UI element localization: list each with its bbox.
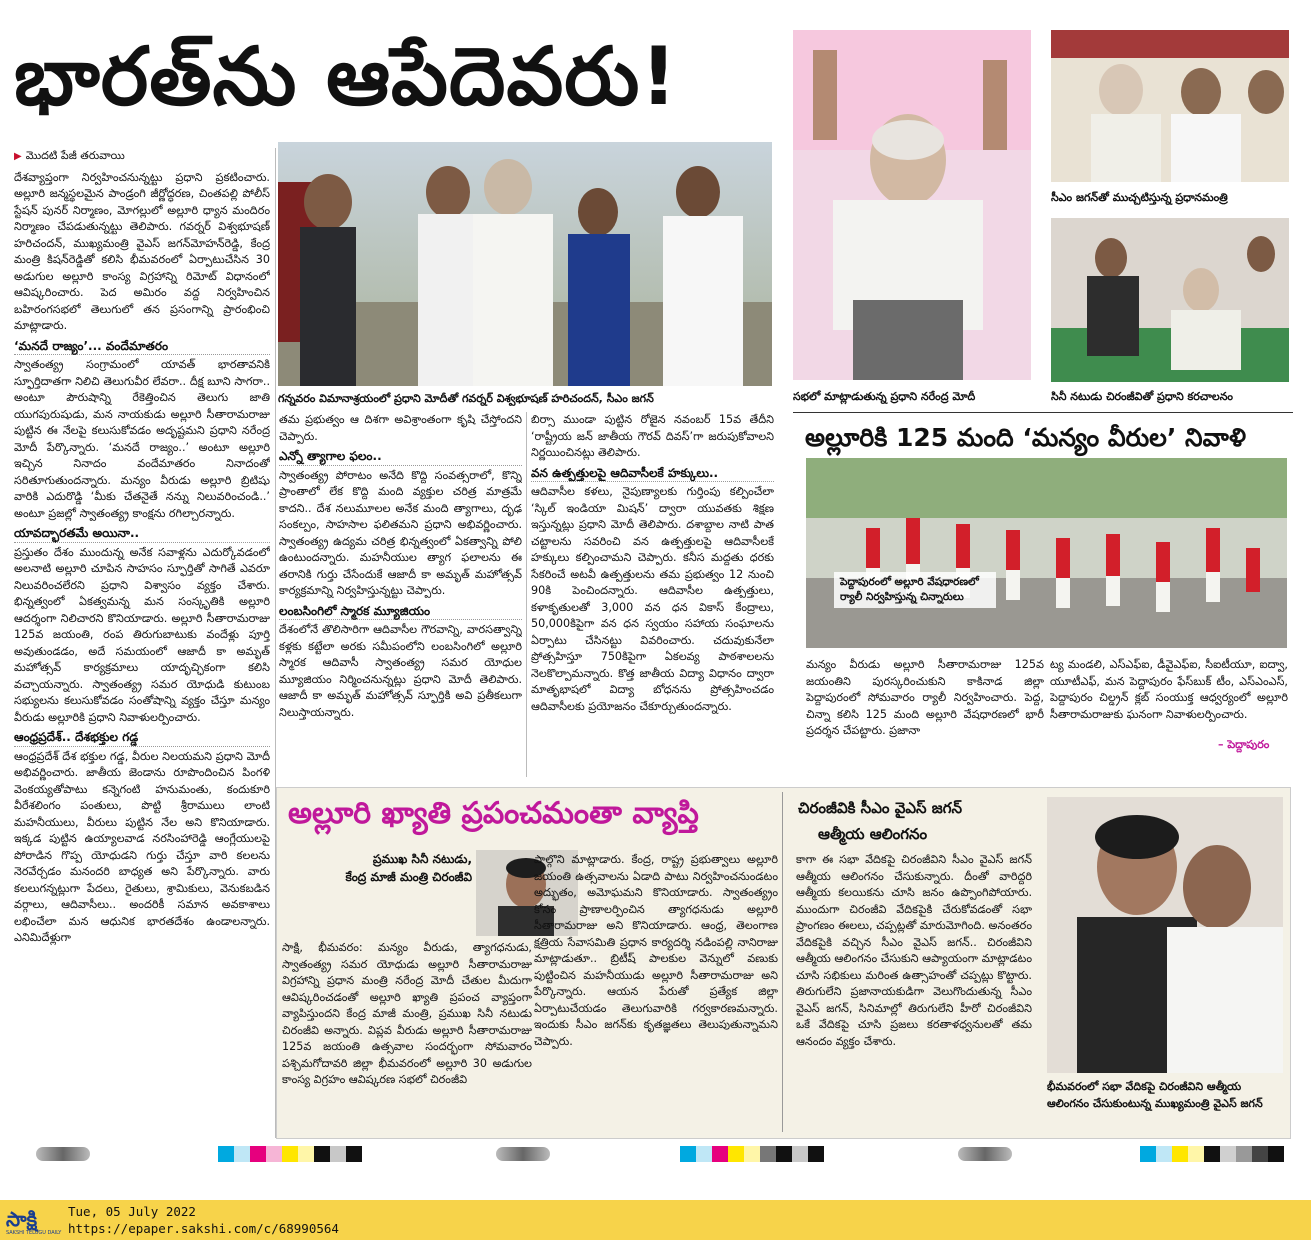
rally-story-title: అల్లూరికి 125 మంది ‘మన్యం వీరుల’ నివాళి xyxy=(805,423,1246,452)
main-photo-caption: గన్నవరం విమానాశ్రయంలో ప్రధాని మోదీతో గవర్నర్‌ విశ్వభూషణ్‌ హరిచందన్‌, సీఎం జగన్‌ xyxy=(278,392,654,405)
registration-mark xyxy=(496,1147,550,1161)
article-column-1 xyxy=(14,148,270,1138)
rally-photo-tag: పెద్దాపురంలో అల్లూరి వేషధారణలో ర్యాలీ నిర్వహిస్తున్న చిన్నారులు xyxy=(834,572,996,608)
column-divider xyxy=(526,412,527,777)
svg-text:సాక్షి: సాక్షి xyxy=(6,1207,38,1231)
registration-mark xyxy=(958,1147,1012,1161)
paragraph: స్వాతంత్య్ర సంగ్రామంలో యావత్‌ భారతావనికి స్ఫూర్తిదాతగా నిలిచి తెలుగువీర లేవరా.. దీక్ష బూని సాగరా.. అంటూ పౌరుషాన్ని రేకెత్తించిన తెలుగు జాతి యుగపురుషుడు, మన నాయకుడు అల్లూరి సీతారామరాజు పుట్టిన ఈ నేలపై కలుసుకోవడం అదృష్టమని ప్రధాని నరేంద్ర మోదీ పేర్కొన్నారు. ‘మనదే రాజ్యం..’ అంటూ అల్లూరి ఇచ్చిన నినాదం వందేమాతరం నినాదంతో సరితూగుతుందన్నారు. మన్యం వీరుడు అల్లూరి బ్రిటిషు వారికి ఎదురొడ్డి ‘మీకు చేతనైతే నన్ను నిలువరించండి..’ అంటూ ప్రజల్లో స్వాతంత్య్ర కాంక్షను రగిల్చారన్నారు. xyxy=(14,358,270,520)
chiru-byline xyxy=(292,850,472,886)
hug-photo-caption: భీమవరంలో సభా వేదికపై చిరంజీవిని ఆత్మీయ ఆలింగనం చేసుకుంటున్న ముఖ్యమంత్రి వైఎస్‌ జగన్‌ xyxy=(1047,1080,1263,1110)
paragraph: దేశవ్యాప్తంగా నిర్వహించనున్నట్టు ప్రధాని ప్రకటించారు. అల్లూరి జన్మస్థలమైన పాండ్రంగి జీర్ణోద్ధరణ, చింతపల్లి పోలీస్‌ స్టేషన్‌ పునర్‌ నిర్మాణం, మోగల్లులో అల్లూరి ధ్యాన మందిరం నిర్మాణం చేపడుతున్నట్టు తెలిపారు. గవర్నర్‌ విశ్వభూషణ్‌ హరిచందన్‌, ముఖ్యమంత్రి వైఎస్‌ జగన్‌మోహన్‌రెడ్డి, కేంద్ర మంత్రి కిషన్‌రెడ్డితో కలిసి భీమవరంలో ఏర్పాటుచేసిన 30 అడుగుల అల్లూరి కాంస్య విగ్రహాన్ని రిమోట్‌ విధానంలో ఆవిష్కరించారు. పెద అమిరం వద్ద నిర్వహించిన బహిరంగసభలో తెలుగులో తన ప్రసంగాన్ని ప్రారంభించి మాట్లాడారు. xyxy=(14,170,270,332)
sakshi-logo[interactable] xyxy=(4,1204,62,1236)
subheading: ఆంధ్రప్రదేశ్‌.. దేశభక్తుల గడ్డ xyxy=(14,729,270,747)
chiru-story-col1-text: సాక్షి, భీమవరం: మన్యం వీరుడు, త్యాగధనుడు, స్వాతంత్య్ర సమర యోధుడు అల్లూరి సీతారామరాజు విగ్రహాన్ని ప్రధాన మంత్రి నరేంద్ర మోదీ చేతుల మీదుగా ఆవిష్కరించడంతో అల్లూరి ఖ్యాతి ప్రపంచ వ్యాప్తంగా వ్యాపిస్తుందని కేంద్ర మాజీ మంత్రి, ప్రముఖ సినీ నటుడు చిరంజీవి అన్నారు. విప్లవ వీరుడు అల్లూరి సీతారామరాజు 125వ జయంతి ఉత్సవాల సందర్భంగా సోమవారం పశ్చిమగోదావరి జిల్లా భీమవరంలో అల్లూరి 30 అడుగుల కాంస్య విగ్రహం ఆవిష్కరణ సభలో చిరంజీవి xyxy=(282,941,532,1086)
color-bar-1 xyxy=(218,1146,362,1162)
paragraph: బిర్సా ముండా పుట్టిన రోజైన నవంబర్‌ 15వ తేదీని ‘రాష్ట్రీయ జన్‌ జాతీయ గౌరవ్‌ దివస్‌’గా జరుపుకోవాలని నిర్ణయించినట్లు తెలిపారు. xyxy=(531,413,774,459)
chiru-story-title: అల్లూరి ఖ్యాతి ప్రపంచమంతా వ్యాప్తి xyxy=(288,796,699,831)
subheading: యావద్భారతమే అయినా.. xyxy=(14,525,270,543)
photo-modi-speech xyxy=(793,30,1031,380)
rally-story-source: – పెద్దాపురం xyxy=(1218,738,1270,751)
edition-url[interactable]: https://epaper.sakshi.com/c/68990564 xyxy=(68,1221,339,1236)
continued-text: మొదటి పేజీ తరువాయి xyxy=(25,149,125,162)
footer-bar xyxy=(0,1200,1311,1240)
paragraph: ఆంధ్రప్రదేశ్‌ దేశ భక్తుల గడ్డ, వీరుల నిలయమని ప్రధాని మోదీ అభివర్ణించారు. జాతీయ జెండాను రూపొందించిన పింగళి వెంకయ్యతోపాటు కన్నెగంటి హనుమంతు, కందుకూరి వీరేశలింగం పంతులు, పొట్టి శ్రీరాములు లాంటి మహనీయులు, వీరులు పుట్టిన నేల అని కొనియాడారు. ఇక్కడ పుట్టిన ఉయ్యాలవాడ నరసింహారెడ్డి ఆంగ్లేయులపై పోరాడిన గొప్ప యోధుడని గుర్తు చేస్తూ వారి కలలను నెరవేర్చడం మనందరి బాధ్యత అని పేర్కొన్నారు. వారు కలలుగన్నట్లుగా పేదలు, రైతులు, శ్రామికులు, వెనుకబడిన వర్గాలు, ఆదివాసీలు.. అందరికీ సమాన అవకాశాలు లభించేలా మన ఆధునిక భారతదేశం ఉండాలన్నారు. ఎనిమిదేళ్లుగా xyxy=(14,749,270,944)
paragraph: దేశంలోనే తొలిసారిగా ఆదివాసీల గౌరవాన్ని, వారసత్వాన్ని కళ్లకు కట్టేలా అరకు సమీపంలోని లంబసింగిలో అల్లూరి స్మారక ఆదివాసీ స్వాతంత్య్ర సమర యోధుల మ్యూజియం నిర్మించనున్నట్లు ప్రధాని మోదీ తెలిపారు. ఆజాదీ కా అమృత్‌ మహోత్సవ్‌ స్ఫూర్తికి అవి ప్రతీకలుగా నిలుస్తాయన్నారు. xyxy=(279,623,522,719)
paragraph: తమ ప్రభుత్వం ఆ దిశగా అవిశ్రాంతంగా కృషి చేస్తోందని చెప్పారు. xyxy=(279,413,522,443)
subheading: ‘మనదే రాజ్యం’... వందేమాతరం xyxy=(14,338,270,356)
handshake-photo-caption: సినీ నటుడు చిరంజీవితో ప్రధాని కరచాలనం xyxy=(1051,390,1233,403)
photo-rally xyxy=(806,458,1287,648)
byline-line-2: కేంద్ర మాజీ మంత్రి చిరంజీవి xyxy=(345,870,472,884)
spacer xyxy=(282,903,532,936)
paragraph: ప్రస్తుతం దేశం ముందున్న అనేక సవాళ్లను ఎదుర్కోవడంలో అలనాటి అల్లూరి చూపిన సాహసం స్ఫూర్తితో సాగితే ఎవరూ నిలువరించలేరని ప్రధాని విశ్వాసం వ్యక్తం చేశారు. భిన్నత్వంలో ఏకత్వమన్న మన సంస్కృతికి అల్లూరి ఆదర్శంగా నిలిచారని కొనియాడారు. అల్లూరి సీతారామరాజు 125వ జయంతి, రంప తిరుగుబాటుకు వందేళ్లు పూర్తి అవుతుండడం, అదే సమయంలో ఆజాదీ కా అమృత్‌ మహోత్సవ్‌ కార్యక్రమాలు యాదృచ్ఛికంగా కలిసి వచ్చాయన్నారు. స్వాతంత్య్ర సమర యోధుడి కుటుంబ సభ్యులను కలుసుకోవడం సంతోషాన్ని వ్యక్తం చేస్తూ మన్యం వీరుడు అల్లూరికి ప్రధాని నివాళులర్పించారు. xyxy=(14,545,270,724)
photo-airport-greeting xyxy=(278,142,772,386)
continued-label xyxy=(14,148,270,166)
chat-photo-caption: సీఎం జగన్‌తో ముచ్చటిస్తున్న ప్రధానమంత్రి xyxy=(1051,191,1228,204)
speech-photo-caption: సభలో మాట్లాడుతున్న ప్రధాని నరేంద్ర మోదీ xyxy=(793,390,976,403)
byline-line-1: ప్రముఖ సినీ నటుడు, xyxy=(372,852,472,866)
chiru-story-col2: పాల్గొని మాట్లాడారు. కేంద్ర, రాష్ట్ర ప్రభుత్వాలు అల్లూరి జయంతి ఉత్సవాలను ఏడాది పాటు నిర్వహించనుండటం అద్భుతం, అమోఘమని కొనియాడారు. స్వాతంత్య్రం కోసం ప్రాణాలర్పించిన త్యాగధనుడు అల్లూరి సీతారామరాజు అని కొనియాడారు. ఆంధ్ర, తెలంగాణ క్షత్రియ సేవాసమితి ప్రధాన కార్యదర్శి నడింపల్లి నానిరాజు మాట్లాడుతూ.. బ్రిటీష్‌ పాలకుల వెన్నులో వణుకు పుట్టించిన మహనీయుడు అల్లూరి సీతారామరాజు అని పేర్కొన్నారు. ఆయన పేరుతో ప్రత్యేక జిల్లా ఏర్పాటుచేయడం తెలుగువారికి గర్వకారణమన్నారు. ఇందుకు సీఎం జగన్‌కు కృతజ్ఞతలు తెలుపుతున్నామని చెప్పారు. xyxy=(534,853,778,1048)
article-column-2 xyxy=(279,412,522,777)
edition-date: Tue, 05 July 2022 xyxy=(68,1204,196,1219)
paragraph: ఆదివాసీల కళలు, నైపుణ్యాలకు గుర్తింపు కల్పించేలా ‘స్కిల్‌ ఇండియా మిషన్‌’ ద్వారా యువతకు శిక్షణ ఇస్తున్నట్లు ప్రధాని మోదీ తెలిపారు. దశాబ్దాల నాటి పాత చట్టాలను సవరించి వన ఉత్పత్తులపై ఆదివాసీలకే హక్కులు కల్పించామని చెప్పారు. కనీస మద్దతు ధరకు సేకరించే అటవీ ఉత్పత్తులను తమ ప్రభుత్వం 12 నుంచి 90కి పెంచిందన్నారు. ఆదివాసీల ఉత్పత్తులు, కళాకృతులతో 3,000 వన ధన వికాస్‌ కేంద్రాలు, 50,000కిపైగా వన ధన స్వయం సహాయ సంఘాలను ఏర్పాటు చేసినట్టు వివరించారు. చదువుకునేలా ప్రోత్సహిస్తూ 750కిపైగా ఏకలవ్య పాఠశాలలను నెలకొల్పామన్నారు. కొత్త జాతీయ విద్యా విధానం ద్వారా మాతృభాషలో విద్యా బోధనను ప్రోత్సహించడం ఆదివాసీలకు ప్రయోజనం చేకూర్చుతుందన్నారు. xyxy=(531,485,774,713)
hug-story-title-1: చిరంజీవికి సీఎం వైఎస్‌ జగన్‌ xyxy=(798,799,963,817)
subheading: ఎన్నో త్యాగాల ఫలం.. xyxy=(279,448,522,466)
rally-box-top-rule xyxy=(793,412,1293,413)
svg-text:SAKSHI TELUGU DAILY: SAKSHI TELUGU DAILY xyxy=(6,1230,62,1236)
color-bar-3 xyxy=(1140,1146,1284,1162)
column-divider xyxy=(782,792,783,1132)
photo-chat xyxy=(1051,30,1289,182)
subheading: లంబసింగిలో స్మారక మ్యూజియం xyxy=(279,603,522,621)
registration-mark xyxy=(36,1147,90,1161)
paragraph: స్వాతంత్య్ర పోరాటం అనేది కొద్ది సంవత్సరాలో, కొన్ని ప్రాంతాలో లేక కొద్ది మంది వ్యక్తుల చరిత్ర మాత్రమే కాదని.. దేశ నలుమూలల అనేక మంది త్యాగాలు, దృఢ సంకల్పం, సాహసాల ఫలితమని ప్రధాని అభివర్ణించారు. స్వాతంత్య్ర ఉద్యమ చరిత్ర భిన్నత్వంలో ఏకత్వాన్ని పోలి ఉంటుందన్నారు. మహనీయుల త్యాగ ఫలాలను ఈ తరానికి గుర్తు చేసేందుకే ఆజాదీ కా అమృత్‌ మహోత్సవ్‌ కార్యక్రమాన్ని నిర్వహిస్తున్నట్టు చెప్పారు. xyxy=(279,468,522,597)
triangle-bullet-icon: ▶ xyxy=(14,151,22,162)
color-bar-2 xyxy=(680,1146,824,1162)
rally-story-right: ట్య మండలి, ఎస్‌ఎఫ్‌ఐ, డీవైఎఫ్‌ఐ, సీఐటీయూ, ఐద్వా, యూటీఎఫ్‌, మన పెద్దాపురం ఫేస్‌బుక్‌ టీం, ఎస్‌ఎంఎస్‌, పెద్దాపురం చిల్డ్రన్‌ క్లబ్‌ సంయుక్త ఆధ్వర్యంలో అల్లూరి సీతారామరాజుకు ఘనంగా నివాళులర్పించారు. xyxy=(1050,658,1288,721)
article-column-3 xyxy=(531,412,774,777)
subheading: వన ఉత్పత్తులపై ఆదివాసీలకే హక్కులు.. xyxy=(531,465,774,483)
photo-handshake xyxy=(1051,218,1289,382)
hug-story-title-2: ఆత్మీయ ఆలింగనం xyxy=(818,825,928,843)
rally-story-left: మన్యం వీరుడు అల్లూరి సీతారామరాజు 125వ జయంతిని పురస్కరించుకుని కాకినాడ జిల్లా పెద్దాపురంలో సోమవారం ర్యాలీ నిర్వహించారు. పెద్ద, చిన్నా కలిసి 125 మంది అల్లూరి వేషధారణలో భారీ ప్రదర్శన చేపట్టారు. ప్రజానా xyxy=(806,658,1044,737)
photo-hug xyxy=(1047,797,1283,1073)
hug-story-body: కాగా ఈ సభా వేదికపై చిరంజీవిని సీఎం వైఎస్‌ జగన్‌ ఆత్మీయ ఆలింగనం చేసుకున్నారు. దీంతో వారిద్దరి ఆత్మీయ కలయికను చూసి జనం ఉప్పొంగిపోయారు. ముందుగా చిరంజీవి వేదికపైకి చేరుకోవడంతో సభా ప్రాంగణం ఈలలు, చప్పట్లతో మారుమోగింది. అనంతరం వేదికపైకి వచ్చిన సీఎం వైఎస్‌ జగన్‌.. చిరంజీవిని ఆత్మీయ ఆలింగనం చేసుకుని ఆప్యాయంగా మాట్లాడటం చూసి సభికులు మరింత ఉత్సాహంతో చప్పట్లు కొట్టారు. తిరుగులేని ప్రజానాయకుడిగా వెలుగొందుతున్న సీఎం వైఎస్‌ జగన్‌, సినిమాల్లో తిరుగులేని హీరో చిరంజీవిని ఒకే వేదికపై చూసి ప్రజలు కరతాళధ్వనులతో తమ ఆనందం వ్యక్తం చేశారు. xyxy=(796,853,1032,1048)
headline: భారత్‌ను ఆపేదెవరు! xyxy=(14,30,678,123)
